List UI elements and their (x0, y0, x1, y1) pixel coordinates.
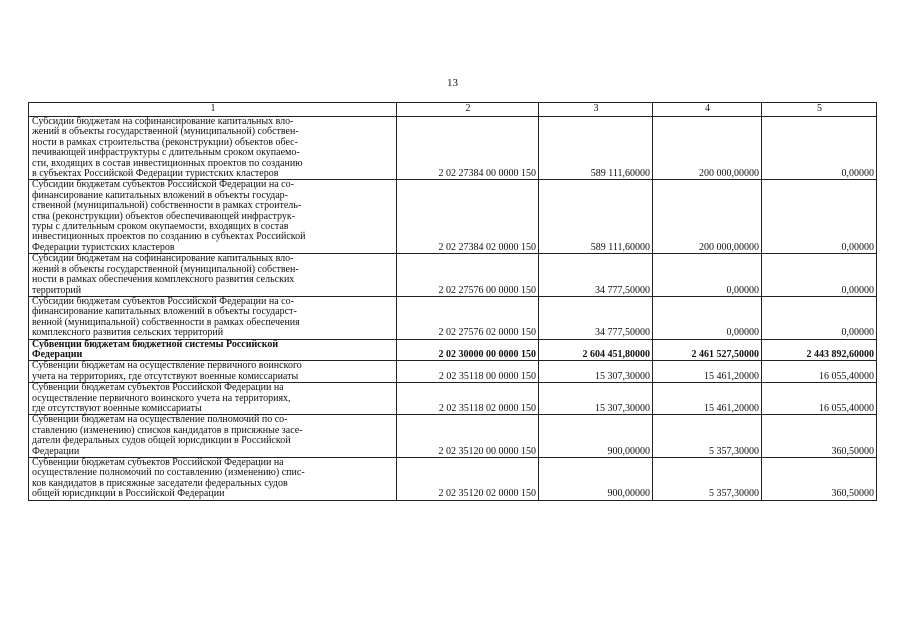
row-value-year3-cell: 0,00000 (762, 180, 877, 254)
table-row (29, 254, 877, 297)
row-code-cell: 2 02 35120 02 0000 150 (397, 458, 539, 501)
table-row (29, 296, 877, 339)
row-value-year2-cell: 5 357,30000 (653, 415, 762, 458)
table-header-row (29, 103, 877, 117)
row-code-cell: 2 02 35118 00 0000 150 (397, 361, 539, 383)
row-value-year3-cell: 16 055,40000 (762, 383, 877, 415)
row-value-year3-cell: 2 443 892,60000 (762, 339, 877, 361)
row-name-cell: Субвенции бюджетам бюджетной системы Российской Федерации (29, 339, 397, 361)
table-row (29, 339, 877, 361)
row-value-year3-cell: 0,00000 (762, 296, 877, 339)
row-value-year2-cell: 0,00000 (653, 296, 762, 339)
row-name-cell: Субсидии бюджетам субъектов Российской Федерации на со- финансирование капитальных вложений в объекты государст- венной (муниципальной) собственности в рамках обеспечения комплексного развития сельских территорий (29, 296, 397, 339)
row-code-cell: 2 02 27384 00 0000 150 (397, 117, 539, 180)
row-value-year2-cell: 2 461 527,50000 (653, 339, 762, 361)
row-value-year1-cell: 589 111,60000 (539, 117, 653, 180)
page-number: 13 (447, 77, 458, 89)
header-col-3: 3 (539, 103, 653, 117)
row-code-cell: 2 02 35120 00 0000 150 (397, 415, 539, 458)
row-value-year3-cell: 360,50000 (762, 415, 877, 458)
row-code-cell: 2 02 30000 00 0000 150 (397, 339, 539, 361)
row-name-cell: Субсидии бюджетам на софинансирование капитальных вло- жений в объекты государственной (муниципальной) собствен- ности в рамках обеспечения комплексного развития сельских территорий (29, 254, 397, 297)
row-value-year1-cell: 15 307,30000 (539, 383, 653, 415)
header-col-1: 1 (29, 103, 397, 117)
row-name-cell: Субвенции бюджетам на осуществление первичного воинского учета на территориях, где отсутствуют военные комиссариаты (29, 361, 397, 383)
row-name-cell: Субвенции бюджетам субъектов Российской Федерации на осуществление первичного воинского учета на территориях, где отсутствуют военные комиссариаты (29, 383, 397, 415)
row-value-year1-cell: 589 111,60000 (539, 180, 653, 254)
table-row (29, 180, 877, 254)
header-col-4: 4 (653, 103, 762, 117)
row-value-year1-cell: 2 604 451,80000 (539, 339, 653, 361)
table-row (29, 361, 877, 383)
table-row (29, 458, 877, 501)
row-name-cell: Субсидии бюджетам на софинансирование капитальных вло- жений в объекты государственной (муниципальной) собствен- ности в рамках строительства (реконструкции) объектов обес- печивающей инфраструктуры с длительным сроком окупаемо- сти, входящих в состав инвестиционных проектов по созданию в субъектах Российской Федерации туристских кластеров (29, 117, 397, 180)
row-name-cell: Субвенции бюджетам субъектов Российской Федерации на осуществление полномочий по составлению (изменению) спис- ков кандидатов в присяжные заседатели федеральных судов общей юрисдикции в Российской Федерации (29, 458, 397, 501)
header-col-5: 5 (762, 103, 877, 117)
row-value-year1-cell: 34 777,50000 (539, 254, 653, 297)
row-code-cell: 2 02 27576 00 0000 150 (397, 254, 539, 297)
row-code-cell: 2 02 35118 02 0000 150 (397, 383, 539, 415)
row-value-year1-cell: 900,00000 (539, 458, 653, 501)
row-value-year3-cell: 16 055,40000 (762, 361, 877, 383)
row-value-year2-cell: 200 000,00000 (653, 180, 762, 254)
budget-revenue-table (28, 102, 877, 501)
row-value-year1-cell: 15 307,30000 (539, 361, 653, 383)
row-value-year3-cell: 0,00000 (762, 117, 877, 180)
row-value-year1-cell: 900,00000 (539, 415, 653, 458)
row-code-cell: 2 02 27576 02 0000 150 (397, 296, 539, 339)
header-col-2: 2 (397, 103, 539, 117)
row-value-year1-cell: 34 777,50000 (539, 296, 653, 339)
row-value-year3-cell: 0,00000 (762, 254, 877, 297)
table-row (29, 117, 877, 180)
row-value-year2-cell: 15 461,20000 (653, 361, 762, 383)
table-row (29, 383, 877, 415)
row-name-cell: Субсидии бюджетам субъектов Российской Федерации на со- финансирование капитальных вложений в объекты государ- ственной (муниципальной) собственности в рамках строитель- ства (реконструкции) объектов обеспечивающей инфраструк- туры с длительным сроком окупаемости, входящих в состав инвестиционных проектов по созданию в субъектах Российской Федерации туристских кластеров (29, 180, 397, 254)
row-value-year2-cell: 15 461,20000 (653, 383, 762, 415)
table-body (29, 117, 877, 501)
row-code-cell: 2 02 27384 02 0000 150 (397, 180, 539, 254)
row-value-year2-cell: 200 000,00000 (653, 117, 762, 180)
table-row (29, 415, 877, 458)
row-value-year2-cell: 5 357,30000 (653, 458, 762, 501)
row-name-cell: Субвенции бюджетам на осуществление полномочий по со- ставлению (изменению) списков кандидатов в присяжные засе- датели федеральных судов общей юрисдикции в Российской Федерации (29, 415, 397, 458)
row-value-year3-cell: 360,50000 (762, 458, 877, 501)
row-value-year2-cell: 0,00000 (653, 254, 762, 297)
